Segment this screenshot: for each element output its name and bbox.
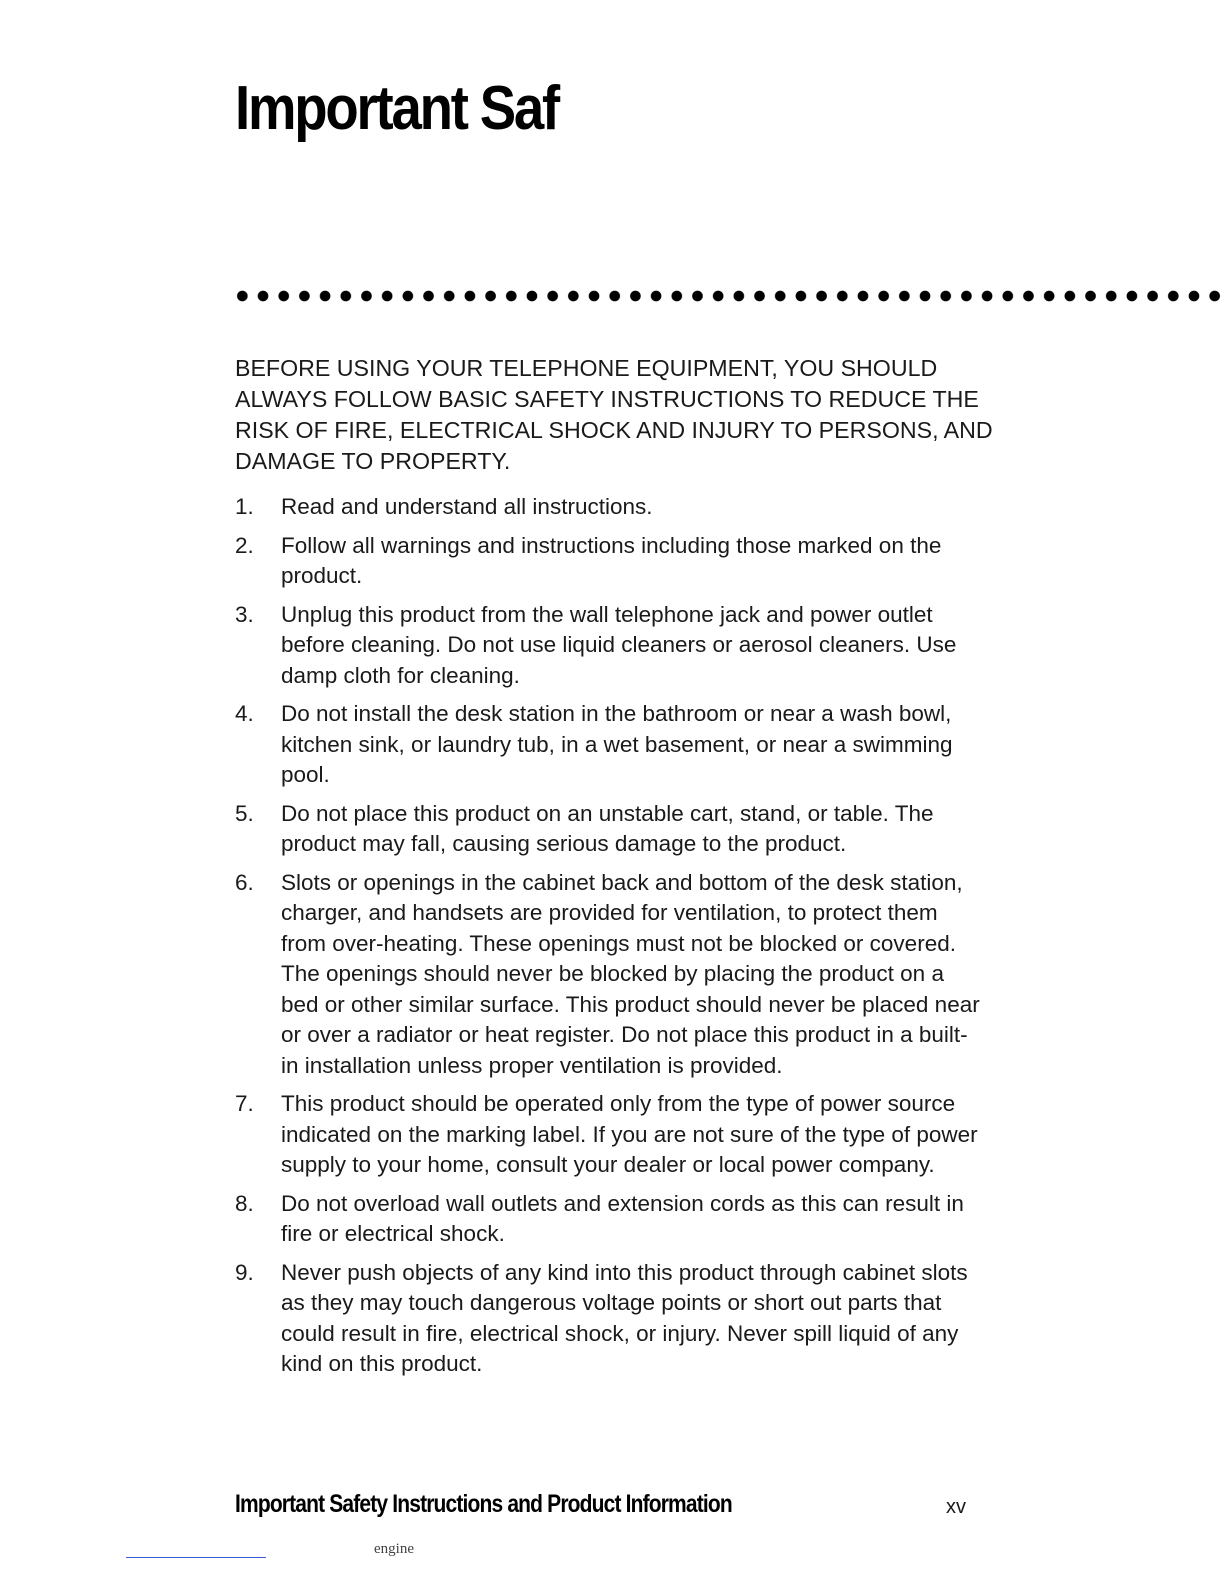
page-number: xv [946, 1496, 966, 1518]
item-text: Never push objects of any kind into this product through cabinet slots as they may touch dangerous voltage points or short out parts that could result in fire, electrical shock, or injury. Never spill liquid of any kind on this product. [281, 1259, 968, 1376]
link-underline[interactable] [126, 1557, 266, 1558]
list-item [235, 1089, 980, 1181]
list-item [235, 799, 980, 860]
safety-intro: BEFORE USING YOUR TELEPHONE EQUIPMENT, YOU SHOULD ALWAYS FOLLOW BASIC SAFETY INSTRUCTIONS TO REDUCE THE RISK OF FIRE, ELECTRICAL SHOCK AND INJURY TO PERSONS, AND DAMAGE TO PROPERTY. [235, 355, 993, 474]
item-number: 4. [235, 701, 254, 726]
list-item [235, 1189, 980, 1250]
item-text: Slots or openings in the cabinet back and bottom of the desk station, charger, and handsets are provided for ventilation, to protect them from over-heating. These openings must not be blocked or covered. The openings should never be blocked by placing the product on a bed or other similar surface. This product should never be placed near or over a radiator or heat register. Do not place this product in a built-in installation unless proper ventilation is provided. [281, 869, 980, 1078]
page-title: Important Saf [235, 74, 559, 143]
item-number: 6. [235, 869, 254, 895]
running-footer-title: Important Safety Instructions and Product Information [235, 1490, 732, 1518]
list-item [235, 492, 980, 523]
instruction-list [235, 492, 980, 1388]
list-item [235, 600, 980, 692]
item-text: Do not install the desk station in the bathroom or near a wash bowl, kitchen sink, or laundry tub, in a wet basement, or near a swimming pool. [281, 701, 953, 787]
item-text: Do not overload wall outlets and extension cords as this can result in fire or electrical shock. [281, 1190, 964, 1246]
item-number: 9. [235, 1259, 254, 1285]
list-item [235, 531, 980, 592]
item-number: 5. [235, 800, 254, 826]
list-item [235, 868, 980, 1082]
item-text: Do not place this product on an unstable cart, stand, or table. The product may fall, causing serious damage to the product. [281, 800, 934, 856]
item-number: 2. [235, 532, 254, 558]
item-number: 1. [235, 494, 254, 519]
item-number: 8. [235, 1190, 254, 1216]
list-item [235, 699, 980, 791]
list-item [235, 1258, 980, 1380]
item-number: 3. [235, 601, 254, 627]
item-number: 7. [235, 1091, 254, 1116]
item-text: Read and understand all instructions. [281, 494, 653, 519]
dotted-divider [232, 289, 1225, 303]
item-text: This product should be operated only from the type of power source indicated on the marking label. If you are not sure of the type of power supply to your home, consult your dealer or local power company. [281, 1091, 978, 1177]
item-text: Follow all warnings and instructions including those marked on the product. [281, 532, 942, 588]
item-text: Unplug this product from the wall telephone jack and power outlet before cleaning. Do not use liquid cleaners or aerosol cleaners. Use damp cloth for cleaning. [281, 601, 957, 688]
bottom-caption: engine [374, 1541, 414, 1557]
